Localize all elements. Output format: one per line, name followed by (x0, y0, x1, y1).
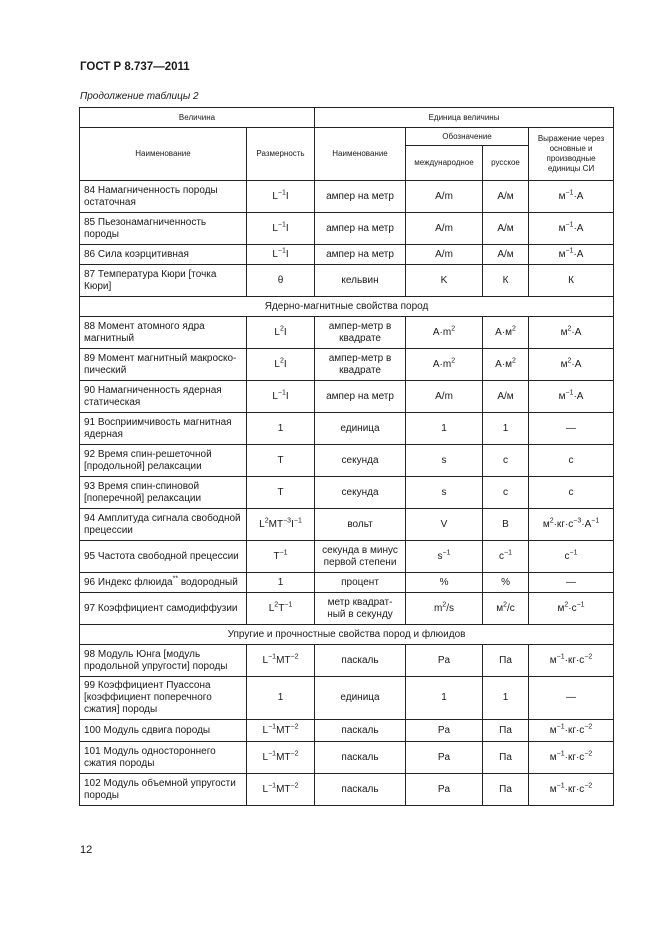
international-symbol: $A\cdot m^2$ (406, 317, 483, 349)
dimension-cell: $L^{-1}MT^{-2}$ (247, 774, 315, 806)
section-row (80, 297, 614, 317)
header-dimension: Размерность (247, 128, 315, 181)
quantity-name: 98 Модуль Юнга [модуль продольной упругости] породы (80, 645, 247, 677)
si-expression: $м^{-1}\cdot кг\cdot с^{-2}$ (529, 645, 614, 677)
dimension-cell: T (247, 445, 315, 477)
quantity-name: 102 Модуль объемной упругости породы (80, 774, 247, 806)
document-code: ГОСТ Р 8.737—2011 (80, 61, 190, 73)
dimension-cell: $L^{-1}I$ (247, 245, 315, 265)
international-symbol: K (406, 265, 483, 297)
russian-symbol: $А\cdot м^2$ (483, 349, 529, 381)
unit-name-cell: паскаль (315, 645, 406, 677)
si-expression: $м^2\cdot с^{-1}$ (529, 593, 614, 625)
unit-name-cell: секунда (315, 477, 406, 509)
si-expression: $м^{-1}\cdot кг\cdot с^{-2}$ (529, 742, 614, 774)
russian-symbol: К (483, 265, 529, 297)
quantity-name: 88 Момент атомного ядра магнитный (80, 317, 247, 349)
si-expression: с (529, 477, 614, 509)
table-row (80, 541, 614, 573)
section-title: Упругие и прочностные свойства пород и флюидов (80, 625, 614, 645)
russian-symbol: Па (483, 774, 529, 806)
dimension-cell: $L^2I$ (247, 317, 315, 349)
si-expression: $м^{-1}\cdot А$ (529, 245, 614, 265)
international-symbol: $A\cdot m^2$ (406, 349, 483, 381)
russian-symbol: с (483, 445, 529, 477)
table-row (80, 720, 614, 742)
si-expression: К (529, 265, 614, 297)
section-row (80, 625, 614, 645)
international-symbol: s (406, 477, 483, 509)
dimension-cell: $L^{-1}MT^{-2}$ (247, 720, 315, 742)
international-symbol: V (406, 509, 483, 541)
quantity-name: 97 Коэффициент самодиффузии (80, 593, 247, 625)
unit-name-cell: паскаль (315, 720, 406, 742)
russian-symbol: А/м (483, 245, 529, 265)
si-expression: $м^{-1}\cdot А$ (529, 213, 614, 245)
dimension-cell: 1 (247, 573, 315, 593)
russian-symbol: Па (483, 742, 529, 774)
quantity-name: 101 Модуль одностороннего сжатия породы (80, 742, 247, 774)
russian-symbol: А/м (483, 381, 529, 413)
russian-symbol: 1 (483, 677, 529, 720)
quantity-name: 94 Амплитуда сигнала свободной прецессии (80, 509, 247, 541)
international-symbol: A/m (406, 181, 483, 213)
international-symbol: % (406, 573, 483, 593)
unit-name-cell: кельвин (315, 265, 406, 297)
table-row (80, 213, 614, 245)
si-expression: — (529, 413, 614, 445)
table-row (80, 381, 614, 413)
header-unit-name: Наименование (315, 128, 406, 181)
international-symbol: A/m (406, 381, 483, 413)
unit-name-cell: секунда (315, 445, 406, 477)
quantity-name: 96 Индекс флюида** водородный (80, 573, 247, 593)
quantity-name: 89 Момент магнитный макроско-пический (80, 349, 247, 381)
russian-symbol: % (483, 573, 529, 593)
table-row (80, 349, 614, 381)
si-expression: — (529, 677, 614, 720)
international-symbol: Pa (406, 774, 483, 806)
si-expression: с (529, 445, 614, 477)
dimension-cell: $L^2MT^{-3}I^{-1}$ (247, 509, 315, 541)
international-symbol: s (406, 445, 483, 477)
quantity-name: 91 Восприимчивость магнитная ядерная (80, 413, 247, 445)
dimension-cell: $L^{-1}MT^{-2}$ (247, 742, 315, 774)
si-expression: $с^{-1}$ (529, 541, 614, 573)
quantity-name: 95 Частота свободной прецессии (80, 541, 247, 573)
unit-name-cell: ампер на метр (315, 245, 406, 265)
header-quantity: Величина (80, 108, 315, 128)
quantity-name: 100 Модуль сдвига породы (80, 720, 247, 742)
unit-name-cell: паскаль (315, 742, 406, 774)
table-row (80, 573, 614, 593)
russian-symbol: Па (483, 720, 529, 742)
international-symbol: $s^{-1}$ (406, 541, 483, 573)
quantity-name: 86 Сила коэрцитивная (80, 245, 247, 265)
russian-symbol: 1 (483, 413, 529, 445)
dimension-cell: $L^{-1}I$ (247, 381, 315, 413)
si-expression: $м^{-1}\cdot А$ (529, 181, 614, 213)
table-body (80, 181, 614, 806)
russian-symbol: с (483, 477, 529, 509)
table-row (80, 413, 614, 445)
russian-symbol: А/м (483, 181, 529, 213)
header-unit: Единица величины (315, 108, 614, 128)
si-expression: $м^2\cdot А$ (529, 317, 614, 349)
table-row (80, 477, 614, 509)
unit-name-cell: ампер на метр (315, 181, 406, 213)
dimension-cell: T (247, 477, 315, 509)
table-row (80, 509, 614, 541)
dimension-cell: $L^{-1}I$ (247, 181, 315, 213)
header-name: Наименование (80, 128, 247, 181)
si-expression: $м^2\cdot кг\cdot с^{-3}\cdot А^{-1}$ (529, 509, 614, 541)
unit-name-cell: ампер-метр в квадрате (315, 317, 406, 349)
header-international: международное (406, 146, 483, 181)
section-title: Ядерно-магнитные свойства пород (80, 297, 614, 317)
table-row (80, 645, 614, 677)
quantity-name: 93 Время спин-спиновой [поперечной] релаксации (80, 477, 247, 509)
dimension-cell: 1 (247, 413, 315, 445)
dimension-cell: $L^2T^{-1}$ (247, 593, 315, 625)
table-row (80, 245, 614, 265)
international-symbol: 1 (406, 413, 483, 445)
russian-symbol: $с^{-1}$ (483, 541, 529, 573)
table-row (80, 742, 614, 774)
unit-name-cell: единица (315, 677, 406, 720)
quantities-table (79, 107, 614, 806)
international-symbol: $m^2/s$ (406, 593, 483, 625)
dimension-cell: $L^{-1}MT^{-2}$ (247, 645, 315, 677)
unit-name-cell: секунда в минус первой степени (315, 541, 406, 573)
si-expression: $м^{-1}\cdot кг\cdot с^{-2}$ (529, 774, 614, 806)
quantity-name: 92 Время спин-решеточной [продольной] релаксации (80, 445, 247, 477)
unit-name-cell: процент (315, 573, 406, 593)
quantity-name: 85 Пьезонамагниченность породы (80, 213, 247, 245)
unit-name-cell: ампер на метр (315, 381, 406, 413)
header-expression: Выражение через основные и производные единицы СИ (529, 128, 614, 181)
unit-name-cell: паскаль (315, 774, 406, 806)
header-russian: русское (483, 146, 529, 181)
unit-name-cell: ампер на метр (315, 213, 406, 245)
unit-name-cell: ампер-метр в квадрате (315, 349, 406, 381)
unit-name-cell: метр квадрат-ный в секунду (315, 593, 406, 625)
dimension-cell: 1 (247, 677, 315, 720)
dimension-cell: θ (247, 265, 315, 297)
si-expression: $м^2\cdot А$ (529, 349, 614, 381)
russian-symbol: А/м (483, 213, 529, 245)
russian-symbol: Па (483, 645, 529, 677)
si-expression: — (529, 573, 614, 593)
table-row (80, 317, 614, 349)
table-row (80, 265, 614, 297)
quantity-name: 99 Коэффициент Пуассона [коэффициент поперечного сжатия] породы (80, 677, 247, 720)
table-row (80, 677, 614, 720)
unit-name-cell: единица (315, 413, 406, 445)
table-caption: Продолжение таблицы 2 (80, 91, 199, 102)
international-symbol: Pa (406, 645, 483, 677)
russian-symbol: В (483, 509, 529, 541)
quantity-name: 87 Температура Кюри [точка Кюри] (80, 265, 247, 297)
table-row (80, 445, 614, 477)
page-number: 12 (80, 844, 93, 856)
international-symbol: A/m (406, 213, 483, 245)
table-row (80, 593, 614, 625)
dimension-cell: $L^{-1}I$ (247, 213, 315, 245)
international-symbol: Pa (406, 720, 483, 742)
international-symbol: A/m (406, 245, 483, 265)
quantity-name: 84 Намагниченность породы остаточная (80, 181, 247, 213)
table-row (80, 181, 614, 213)
si-expression: $м^{-1}\cdot кг\cdot с^{-2}$ (529, 720, 614, 742)
unit-name-cell: вольт (315, 509, 406, 541)
dimension-cell: $L^2I$ (247, 349, 315, 381)
si-expression: $м^{-1}\cdot А$ (529, 381, 614, 413)
dimension-cell: $T^{-1}$ (247, 541, 315, 573)
russian-symbol: $А\cdot м^2$ (483, 317, 529, 349)
header-designation: Обозначение (406, 128, 529, 146)
quantity-name: 90 Намагниченность ядерная статическая (80, 381, 247, 413)
international-symbol: 1 (406, 677, 483, 720)
international-symbol: Pa (406, 742, 483, 774)
russian-symbol: $м^2/с$ (483, 593, 529, 625)
table-row (80, 774, 614, 806)
